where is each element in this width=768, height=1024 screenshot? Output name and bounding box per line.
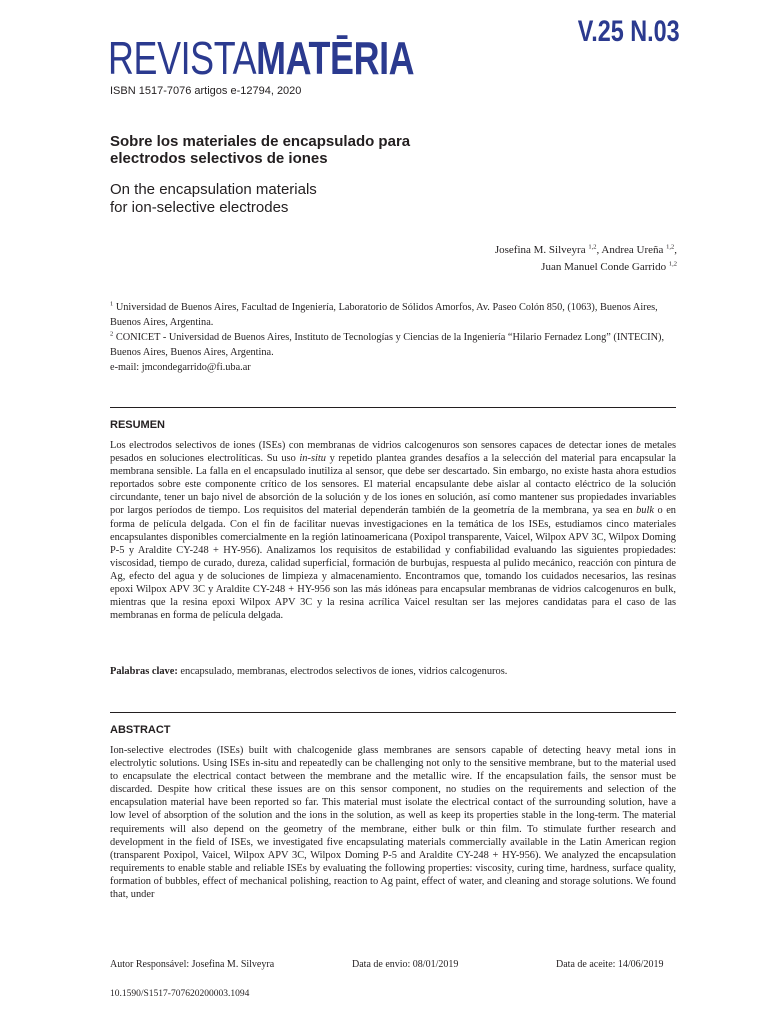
keywords-text: encapsulado, membranas, electrodos selectivos de iones, vidrios calcogenuros. xyxy=(177,666,508,677)
author-1: Josefina M. Silveyra xyxy=(494,244,586,256)
author-list xyxy=(257,242,677,276)
resumen-part-3: o en forma de película delgada. Con el fin de facilitar nuevas investigaciones en la temática de los ISEs, estudiamos cinco materiales encapsulantes disponibles comercialmente en la región latinoamericana (Poxipol transparente, Vaicel, Wilpox APV 3C, Wilpox Doming P-5 y Araldite CY-248 + HY-956). Analizamos los requisitos de estabilidad y confiabilidad evaluando las siguientes propiedades: viscosidad, tiempo de curado, dureza, calidad superficial, formación de burbujas, respuesta al pulido mecánico, reacción con pintura de Ag, efecto del agua y de soluciones de limpieza y almacenamiento. Encontramos que, tomando los cuidados necesarios, las resinas epoxi Wilpox APV 3C y Araldite CY-248 + HY-956 son las más idóneas para encapsular membranas de vidrios calcogenuros en bulk, mientras que la resina epoxi Wilpox APV 3C y la resina acrílica Vaicel resultan ser las mejores candidatas para el caso de las membranas en forma de película delgada. xyxy=(110,505,676,622)
resumen-paragraph xyxy=(110,439,676,622)
footer-date-sent: Data de envio: 08/01/2019 xyxy=(352,959,459,970)
affiliation-1-text: Universidad de Buenos Aires, Facultad de Ingeniería, Laboratorio de Sólidos Amorfos, Av. Paseo Colón 850, (1063), Buenos Aires, Buenos Aires, Argentina. xyxy=(110,302,658,328)
affiliation-1 xyxy=(110,300,680,330)
title-spanish-line-1: Sobre los materiales de encapsulado para xyxy=(110,133,411,150)
doi-link[interactable]: 10.1590/S1517-707620200003.1094 xyxy=(110,989,250,999)
affiliation-1-marker: 1 xyxy=(110,300,114,308)
resumen-heading: RESUMEN xyxy=(110,419,166,431)
resumen-part-1: Los electrodos selectivos de iones (ISEs) con membranas de vidrios calcogenuros son sensores capaces de detectar iones de metales pesados en soluciones electrolíticas. Su uso xyxy=(110,440,676,465)
title-english-line-1: On the encapsulation materials xyxy=(110,181,317,198)
author-3: Juan Manuel Conde Garrido xyxy=(541,261,667,273)
title-english xyxy=(110,181,670,217)
author-2: Andrea Ureña xyxy=(601,244,664,256)
logo-light-text: REVISTA xyxy=(108,32,257,84)
author-3-affil: 1,2 xyxy=(668,260,677,268)
volume-number: V.25 N.03 xyxy=(578,15,680,48)
author-1-affil: 1,2 xyxy=(588,243,597,251)
title-spanish xyxy=(110,133,670,167)
affiliation-2-marker: 2 xyxy=(110,330,114,338)
logo-bold-text: MATĒRIA xyxy=(256,32,415,84)
contact-email: e-mail: jmcondegarrido@fi.uba.ar xyxy=(110,362,251,373)
affiliations xyxy=(110,300,680,375)
author-line-1: Josefina M. Silveyra $^{1,2}$, Andrea Ureña $^{1,2}$, xyxy=(494,243,677,256)
journal-logo xyxy=(108,30,414,86)
footer-date-accepted: Data de aceite: 14/06/2019 xyxy=(556,959,664,970)
abstract-paragraph: Ion-selective electrodes (ISEs) built with chalcogenide glass membranes are sensors capable of detecting heavy metal ions in electrolytic solutions. Using ISEs in-situ and repeatedly can be challenging not only to the sensitive membrane, but to the material used to encapsulate the electrical contact between the membrane and the metallic wire. If the encapsulation fails, the sensor must be discarded. Despite how critical these issues are on this sensor component, no studies on the requirements and selection of the encapsulation material have been reported so far. This material must isolate the electrical contact of the surrounding solution, have a low level of absorption of the solution and the ions in the solution, as well as keep its properties stable in the long-term. The material requirements will also depend on the geometry of the membrane, either bulk or thin film. To stimulate further research and development in the field of ISEs, we investigated five encapsulating materials commercially available in the Latin American region (transparent Poxipol, Vaicel, Wilpox APV 3C, Wilpox Doming P-5 and Araldite CY-248 + HY-956). We analyzed the encapsulation requirements to enable stable and reliable ISEs by evaluating the following properties: viscosity, curing time, hardness, surface quality, formation of bubbles, effect of mechanical polishing, reaction to Ag paint, effect of water, and cleaning and storage solutions. We found that, under xyxy=(110,745,676,901)
author-line-2 xyxy=(257,259,677,276)
title-english-line-2: for ion-selective electrodes xyxy=(110,199,289,216)
abstract-heading: ABSTRACT xyxy=(110,724,171,736)
resumen-part-2: y repetido plantea grandes desafíos a la selección del material para encapsular la membrana sensible. La falla en el encapsulado inutiliza al sensor, que debe ser descartado. Sin embargo, no existe hasta ahora estudios reportados sobre este componente crítico de los sensores. El material encapsulante debe aislar al contacto eléctrico de la solución circundante, tener un bajo nivel de absorción de la solución y de los iones en solución, así como mantener sus propiedades invariables por largos períodos de tiempo. Los requisitos del material dependerán también de la geometría de la membrana, ya sea en xyxy=(110,453,676,517)
keywords-label: Palabras clave: xyxy=(110,666,178,677)
abstract-divider xyxy=(110,712,676,713)
author-2-affil: 1,2 xyxy=(666,243,675,251)
isbn-line: ISBN 1517-7076 artigos e-12794, 2020 xyxy=(110,85,302,97)
resumen-divider xyxy=(110,407,676,408)
resumen-bulk: bulk xyxy=(636,505,654,517)
affiliation-2 xyxy=(110,330,680,360)
footer-author: Autor Responsável: Josefina M. Silveyra xyxy=(110,959,275,970)
keywords-line xyxy=(110,665,676,679)
affiliation-2-text: CONICET - Universidad de Buenos Aires, Instituto de Tecnologías y Ciencias de la Ingeniería “Hilario Fernadez Long” (INTECIN), Buenos Aires, Buenos Aires, Argentina. xyxy=(110,332,665,358)
resumen-in-situ: in-situ xyxy=(299,453,326,465)
title-spanish-line-2: electrodos selectivos de iones xyxy=(110,150,328,167)
